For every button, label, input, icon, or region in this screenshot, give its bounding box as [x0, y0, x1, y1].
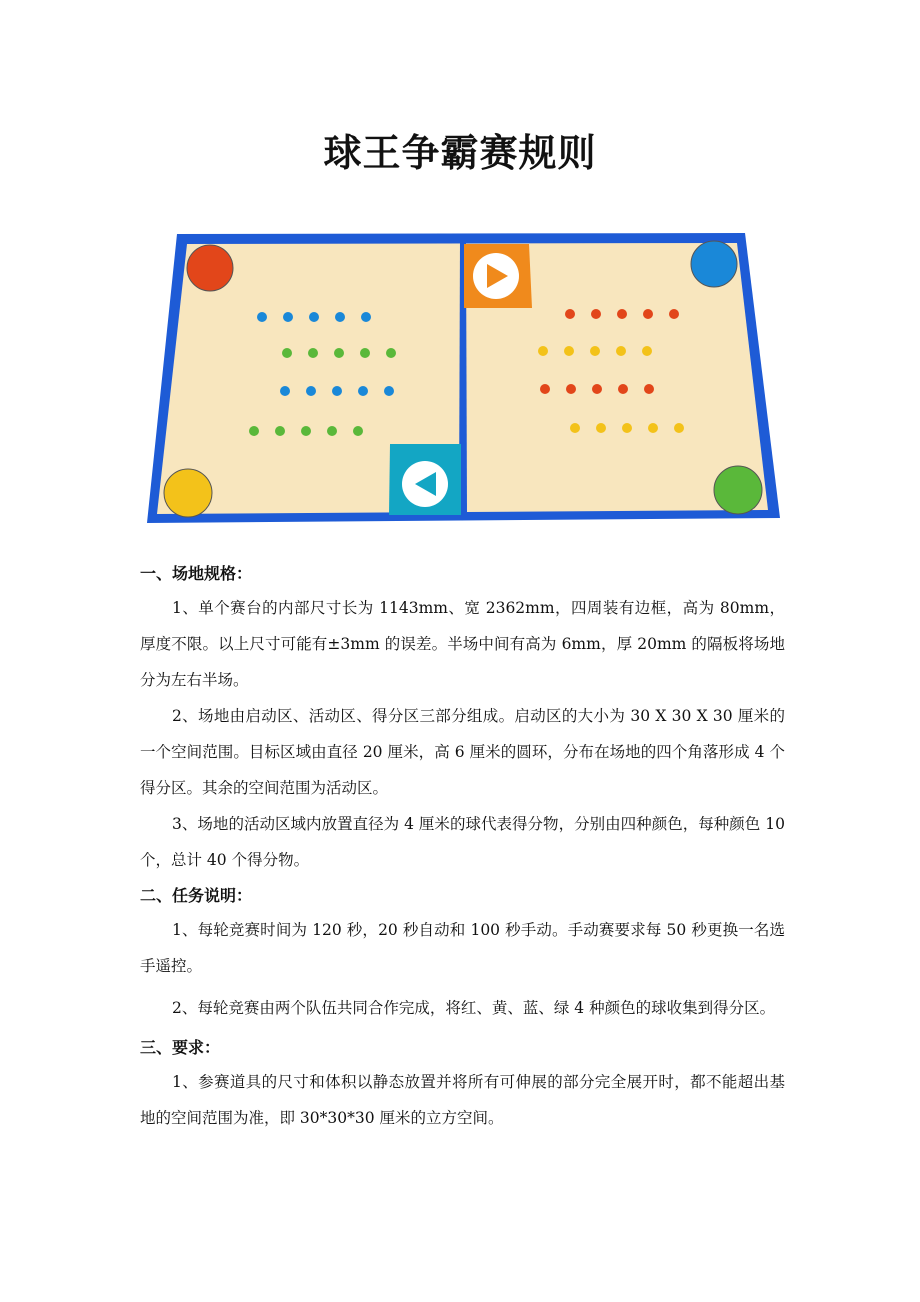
- paragraph: 1、单个赛台的内部尺寸长为 1143mm、宽 2362mm，四周装有边框，高为 80mm，厚度不限。以上尺寸可能有±3mm 的误差。半场中间有高为 6mm，厚 20mm 的隔板将场地分为左右半场。: [140, 599, 785, 689]
- ball: [643, 309, 653, 319]
- ball: [642, 346, 652, 356]
- ball: [335, 312, 345, 322]
- ball: [249, 426, 259, 436]
- ball: [360, 348, 370, 358]
- ball: [386, 348, 396, 358]
- ball: [327, 426, 337, 436]
- section-heading: 二、任务说明：: [140, 886, 253, 905]
- ball: [334, 348, 344, 358]
- start-zone-right: [464, 244, 532, 308]
- ball: [564, 346, 574, 356]
- paragraph: 1、每轮竞赛时间为 120 秒，20 秒自动和 100 秒手动。手动赛要求每 50 秒更换一名选手遥控。: [140, 921, 785, 975]
- ball: [565, 309, 575, 319]
- ball: [301, 426, 311, 436]
- scoring-zone-red: [187, 245, 233, 291]
- page-title: 球王争霸赛规则: [323, 131, 597, 175]
- ball: [540, 384, 550, 394]
- paragraph: 3、场地的活动区域内放置直径为 4 厘米的球代表得分物，分别由四种颜色，每种颜色 10 个，总计 40 个得分物。: [140, 815, 785, 869]
- ball: [616, 346, 626, 356]
- ball: [257, 312, 267, 322]
- section-heading: 一、场地规格：: [140, 564, 253, 583]
- ball: [617, 309, 627, 319]
- start-zone-left: [389, 444, 461, 515]
- scoring-zone-blue: [691, 241, 737, 287]
- ball: [384, 386, 394, 396]
- ball: [570, 423, 580, 433]
- ball: [309, 312, 319, 322]
- rules-document: [140, 558, 785, 1136]
- ball: [306, 386, 316, 396]
- ball: [283, 312, 293, 322]
- ball: [332, 386, 342, 396]
- ball: [590, 346, 600, 356]
- ball: [361, 312, 371, 322]
- ball: [566, 384, 576, 394]
- paragraph: 1、参赛道具的尺寸和体积以静态放置并将所有可伸展的部分完全展开时，都不能超出基地的空间范围为准，即 30*30*30 厘米的立方空间。: [140, 1073, 785, 1127]
- ball: [648, 423, 658, 433]
- ball: [538, 346, 548, 356]
- play-right-icon: [473, 253, 519, 299]
- ball: [669, 309, 679, 319]
- ball: [358, 386, 368, 396]
- play-left-icon: [402, 461, 448, 507]
- ball: [644, 384, 654, 394]
- ball: [622, 423, 632, 433]
- ball: [618, 384, 628, 394]
- section-heading: 三、要求：: [140, 1038, 221, 1057]
- paragraph: 2、场地由启动区、活动区、得分区三部分组成。启动区的大小为 30 X 30 X 30 厘米的一个空间范围。目标区域由直径 20 厘米，高 6 厘米的圆环，分布在场地的四个角落形成 4 个得分区。其余的空间范围为活动区。: [140, 707, 785, 797]
- ball: [282, 348, 292, 358]
- scoring-zone-green: [714, 466, 762, 514]
- ball: [596, 423, 606, 433]
- paragraph: 2、每轮竞赛由两个队伍共同合作完成，将红、黄、蓝、绿 4 种颜色的球收集到得分区。: [172, 999, 776, 1017]
- ball: [308, 348, 318, 358]
- field-diagram: [140, 228, 785, 528]
- ball: [280, 386, 290, 396]
- ball: [353, 426, 363, 436]
- ball: [674, 423, 684, 433]
- scoring-zone-yellow: [164, 469, 212, 517]
- ball: [275, 426, 285, 436]
- ball: [592, 384, 602, 394]
- ball: [591, 309, 601, 319]
